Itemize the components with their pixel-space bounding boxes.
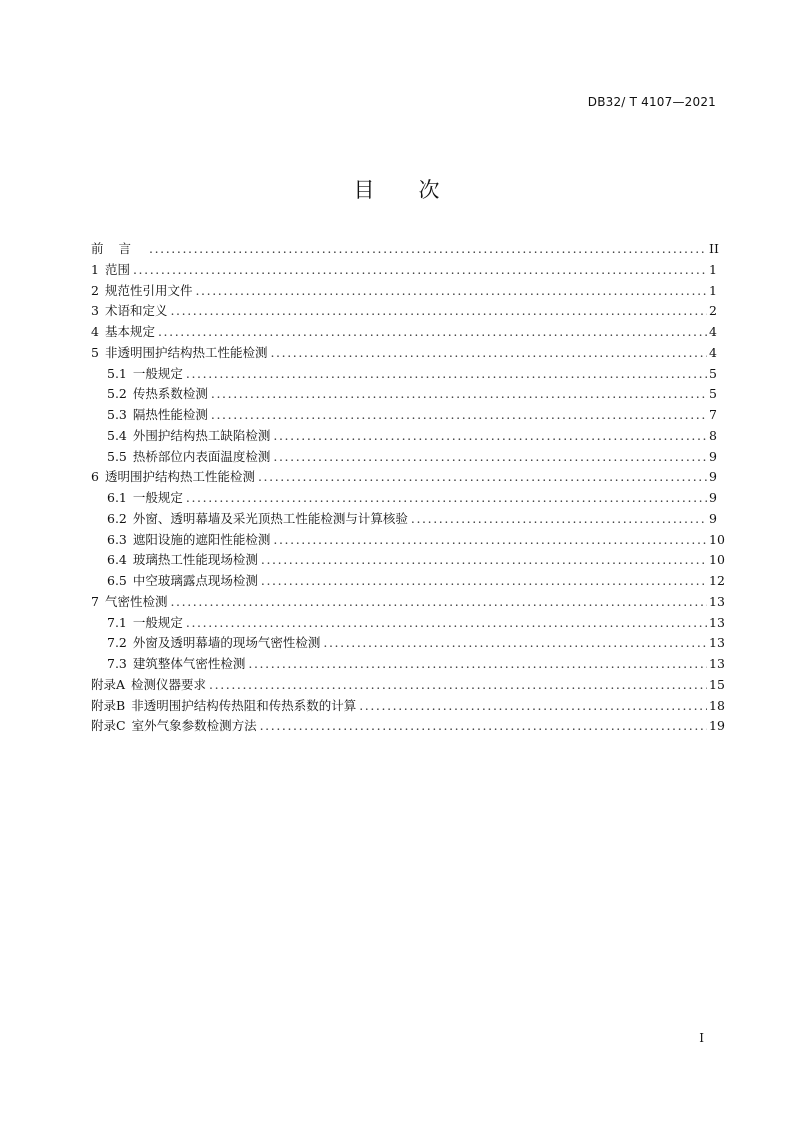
dot-leader: [186, 364, 707, 385]
dot-leader: [411, 509, 707, 530]
toc-entry-page: 10: [709, 552, 725, 568]
toc-entry-page: 8: [709, 427, 717, 443]
toc-entry[interactable]: [91, 301, 717, 322]
toc-entry-label: 一般规定: [132, 614, 183, 630]
toc-entry[interactable]: [91, 488, 717, 509]
toc-entry-label: 规范性引用文件: [104, 282, 193, 298]
toc-entry-label: 热桥部位内表面温度检测: [132, 448, 271, 464]
toc-entry-page: 10: [709, 531, 725, 547]
toc-entry-number: 附录A: [91, 676, 126, 692]
toc-entry[interactable]: [91, 426, 717, 447]
document-code: DB32/ T 4107—2021: [587, 95, 716, 109]
toc-entry[interactable]: [91, 509, 717, 530]
dot-leader: [261, 550, 707, 571]
toc-entry-page: 4: [709, 324, 717, 339]
dot-leader: [133, 260, 707, 281]
toc-entry[interactable]: [91, 571, 725, 592]
toc-entry-label: 传热系数检测: [132, 386, 208, 402]
toc-entry-label: 室外气象参数检测方法: [131, 718, 257, 734]
toc-entry[interactable]: [91, 592, 725, 613]
toc-entry[interactable]: [91, 384, 717, 405]
toc-entry-number: 5.2: [107, 386, 127, 402]
toc-entry-number: 5.5: [107, 448, 127, 464]
dot-leader: [323, 633, 707, 654]
toc-entry-page: 7: [709, 407, 717, 422]
toc-entry-label: 检测仪器要求: [131, 676, 207, 692]
page-title: [0, 174, 793, 204]
toc-entry-page: 9: [709, 510, 717, 526]
page-number: I: [699, 1031, 704, 1045]
dot-leader: [273, 530, 707, 551]
toc-entry[interactable]: [91, 696, 725, 717]
toc-entry-number: 7: [91, 593, 99, 609]
toc-entry-page: 5: [709, 365, 717, 381]
title-char-2: 次: [418, 178, 440, 202]
toc-entry[interactable]: [91, 281, 717, 302]
toc-entry-page: 12: [709, 573, 725, 588]
toc-entry-label: 非透明围护结构热工性能检测: [104, 344, 268, 360]
toc-entry-label: 外窗及透明幕墙的现场气密性检测: [132, 635, 321, 651]
toc-entry[interactable]: [91, 447, 717, 468]
toc-entry[interactable]: [91, 716, 725, 737]
dot-leader: [273, 447, 707, 468]
dot-leader: [273, 426, 707, 447]
toc-entry-number: 7.2: [107, 635, 127, 651]
toc-entry[interactable]: [91, 633, 725, 654]
toc-entry-number: 4: [91, 324, 99, 339]
toc-entry-page: 1: [709, 282, 717, 298]
toc-entry[interactable]: [91, 467, 717, 488]
toc-entry-number: 1: [91, 261, 99, 277]
toc-entry[interactable]: [91, 654, 725, 675]
toc-entry-number: 3: [91, 303, 99, 319]
dot-leader: [261, 571, 707, 592]
dot-leader: [270, 343, 707, 364]
toc-entry-number: 5.4: [107, 427, 127, 443]
toc-entry-page: 15: [709, 676, 725, 692]
toc-entry-page: 18: [709, 697, 725, 713]
toc-entry-number: 6.1: [107, 490, 127, 505]
dot-leader: [209, 675, 707, 696]
toc-entry-page: 1: [709, 261, 717, 277]
toc-entry-label: 外围护结构热工缺陷检测: [132, 427, 271, 443]
toc-entry-number: 6.3: [107, 531, 127, 547]
toc-entry-page: 13: [709, 614, 725, 630]
toc-entry[interactable]: [91, 675, 725, 696]
toc-entry-page: 9: [709, 448, 717, 464]
dot-leader: [149, 239, 707, 260]
toc-entry-label: 非透明围护结构传热阻和传热系数的计算: [131, 697, 357, 713]
toc-entry-label: 建筑整体气密性检测: [132, 656, 246, 671]
toc-entry-page: 19: [709, 718, 725, 734]
toc-entry-label: 术语和定义: [104, 303, 168, 319]
toc-entry[interactable]: [91, 530, 725, 551]
dot-leader: [248, 654, 707, 675]
dot-leader: [170, 592, 707, 613]
toc-entry-label: 一般规定: [132, 365, 183, 381]
dot-leader: [359, 696, 707, 717]
toc-entry-label: 透明围护结构热工性能检测: [104, 469, 255, 485]
dot-leader: [186, 613, 707, 634]
toc-entry-page: 13: [709, 656, 725, 671]
toc-entry-label: 中空玻璃露点现场检测: [132, 573, 258, 588]
dot-leader: [158, 322, 707, 343]
toc-entry-label: 范围: [104, 261, 130, 277]
table-of-contents: [91, 239, 725, 737]
toc-entry-label: 隔热性能检测: [132, 407, 208, 422]
toc-entry-number: 6: [91, 469, 99, 485]
toc-entry-label: 基本规定: [104, 324, 155, 339]
toc-entry[interactable]: [91, 343, 717, 364]
toc-entry-label: 遮阳设施的遮阳性能检测: [132, 531, 271, 547]
toc-entry-number: 6.5: [107, 573, 127, 588]
dot-leader: [170, 301, 707, 322]
toc-entry[interactable]: [91, 550, 725, 571]
dot-leader: [260, 716, 707, 737]
toc-entry[interactable]: [91, 239, 717, 260]
toc-entry-number: 7.1: [107, 614, 127, 630]
toc-entry-page: 2: [709, 303, 717, 319]
toc-entry-number: 5.3: [107, 407, 127, 422]
toc-entry-page: 5: [709, 386, 717, 402]
toc-entry-number: 6.4: [107, 552, 127, 568]
toc-entry-number: 5.1: [107, 365, 127, 381]
toc-entry-page: 9: [709, 490, 717, 505]
title-char-1: 目: [353, 178, 375, 202]
toc-entry[interactable]: [91, 405, 717, 426]
toc-entry-page: 13: [709, 593, 725, 609]
dot-leader: [211, 405, 707, 426]
dot-leader: [186, 488, 707, 509]
toc-entry[interactable]: [91, 322, 717, 343]
toc-entry-number: 6.2: [107, 510, 127, 526]
toc-entry-number: 2: [91, 282, 99, 298]
toc-entry[interactable]: [91, 364, 717, 385]
toc-entry[interactable]: [91, 613, 725, 634]
toc-entry-page: 13: [709, 635, 725, 651]
dot-leader: [195, 281, 707, 302]
toc-entry-page: II: [709, 241, 719, 256]
dot-leader: [258, 467, 707, 488]
toc-entry-label: 一般规定: [132, 490, 183, 505]
toc-entry-number: 5: [91, 344, 99, 360]
toc-entry-label: 前言: [91, 241, 147, 256]
toc-entry-label: 外窗、透明幕墙及采光顶热工性能检测与计算核验: [132, 510, 408, 526]
toc-entry-page: 9: [709, 469, 717, 485]
toc-entry-number: 附录B: [91, 697, 126, 713]
toc-entry[interactable]: [91, 260, 717, 281]
toc-entry-label: 气密性检测: [104, 593, 168, 609]
toc-entry-number: 7.3: [107, 656, 127, 671]
dot-leader: [211, 384, 707, 405]
toc-entry-number: 附录C: [91, 718, 126, 734]
toc-entry-label: 玻璃热工性能现场检测: [132, 552, 258, 568]
toc-entry-page: 4: [709, 344, 717, 360]
